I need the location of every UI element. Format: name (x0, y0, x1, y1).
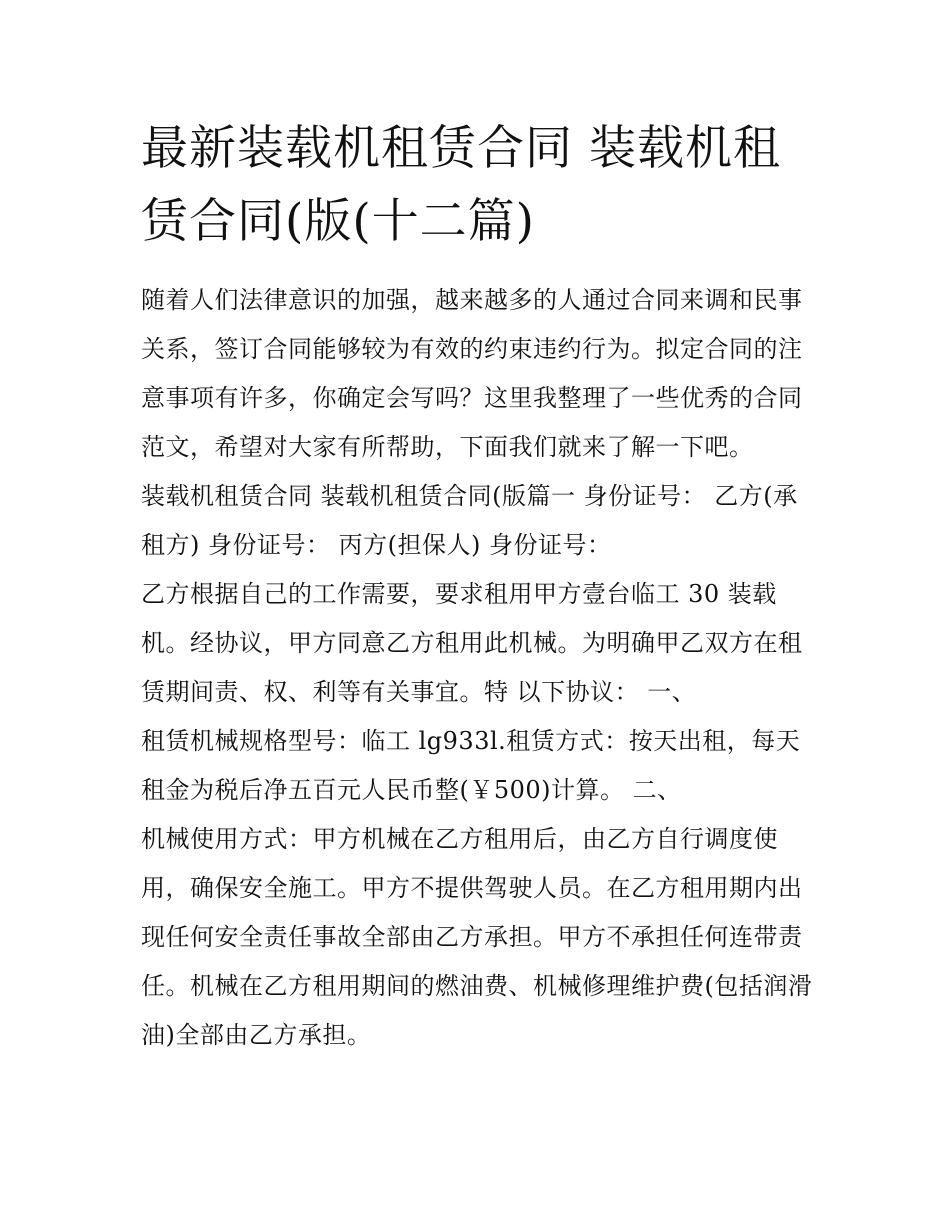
paragraph-agreement: 乙方根据自己的工作需要，要求租用甲方壹台临工 30 装载机。经协议，甲方同意乙方租用此机械。为明确甲乙双方在租赁期间责、权、利等有关事宜。特 以下协议： 一、 (141, 580, 803, 706)
paragraph-parties: 装载机租赁合同 装载机租赁合同(版篇一 身份证号： 乙方(承租方) 身份证号： 丙方(担保人) 身份证号： (141, 482, 798, 559)
document-title: 最新装载机租赁合同 装载机租赁合同(版(十二篇) (141, 121, 781, 249)
paragraph-intro: 随着人们法律意识的加强，越来越多的人通过合同来调和民事关系，签订合同能够较为有效的约束违约行为。拟定合同的注意事项有许多，你确定会写吗？这里我整理了一些优秀的合同范文，希望对大家有所帮助，下面我们就来了解一下吧。 (141, 286, 803, 461)
paragraph-clause-1: 租赁机械规格型号：临工 lg933l.租赁方式：按天出租，每天租金为税后净五百元人民币整(￥500)计算。 二、 (141, 727, 801, 804)
document-page (141, 112, 813, 1060)
paragraph-clause-2: 机械使用方式：甲方机械在乙方租用后，由乙方自行调度使用，确保安全施工。甲方不提供驾驶人员。在乙方租用期内出现任何安全责任事故全部由乙方承担。甲方不承担任何连带责任。机械在乙方租用期间的燃油费、机械修理维护费(包括润滑油)全部由乙方承担。 (141, 825, 813, 1049)
